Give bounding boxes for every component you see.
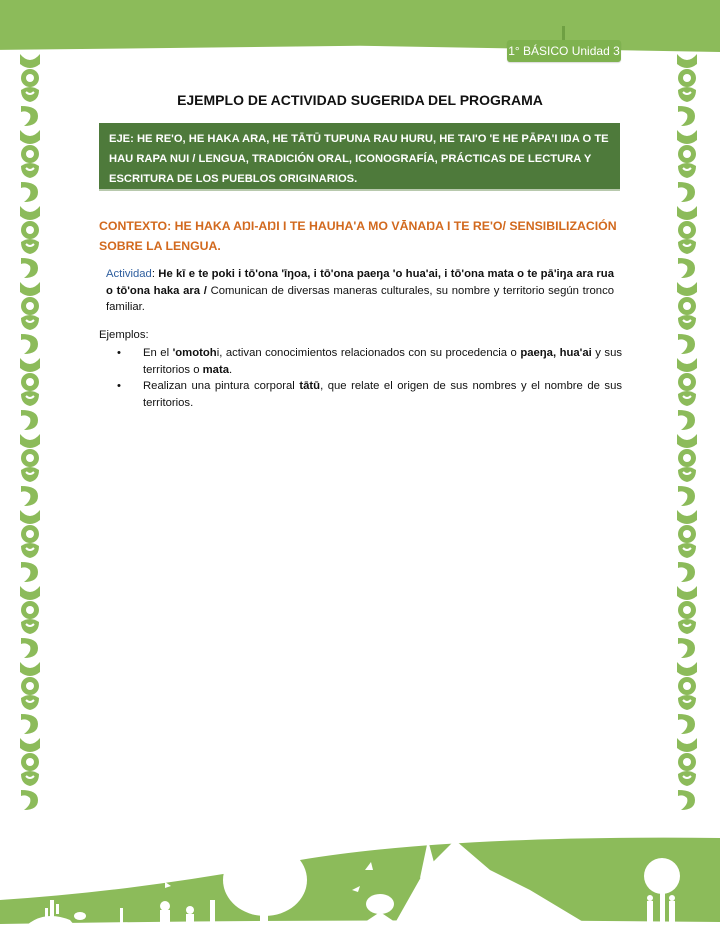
examples-list [117, 345, 622, 411]
bullet-icon: • [117, 380, 121, 392]
page-title: EJEMPLO DE ACTIVIDAD SUGERIDA DEL PROGRAMA [177, 92, 543, 108]
unit-label-tab: 1° BÁSICO Unidad 3 [507, 40, 621, 62]
ornament-border-right-icon [675, 52, 699, 812]
context-heading: CONTEXTO: HE HAKA AŊI-AŊI I TE HAUHA'A MO VĀNAŊA I TE RE'O/ SENSIBILIZACIÓN SOBRE LA LENGUA. [99, 219, 617, 253]
activity-slash: / [200, 284, 211, 297]
example-term: paeŋa, hua'ai [520, 347, 592, 359]
example-text: i, activan conocimientos relacionados con su procedencia o [216, 347, 521, 359]
example-text: . [229, 363, 233, 376]
activity-separator: : [151, 268, 159, 280]
example-term: 'omotoh [172, 347, 217, 359]
footer-landscape-icon [0, 800, 720, 932]
example-text: Realizan una pintura corporal [143, 380, 300, 392]
axis-text: EJE: HE RE'O, HE HAKA ARA, HE TĀTŪ TUPUNA RAU HURU, HE TAI'O 'E HE PĀPA'I IŊA O TE HAU RAPA NUI / LENGUA, TRADICIÓN ORAL, ICONOGRAFÍA, PRÁCTICAS DE LECTURA Y ESCRITURA DE LOS PUEBLOS ORIGINARIOS. [109, 133, 609, 185]
bullet-icon: • [117, 347, 121, 359]
example-item [117, 378, 622, 411]
activity-paragraph [106, 266, 614, 316]
axis-box [99, 123, 620, 191]
activity-label: Actividad [106, 268, 152, 280]
example-text: En el [143, 347, 173, 359]
activity-rapanui-text: He kī e te poki i tō'ona 'īŋoa, i tō'ona paeŋa 'o hua'ai, i tō'ona mata o te pā'iŋa ara rua o tō'ona haka ara [106, 268, 614, 297]
example-text: , que relate el origen de sus nombres y el nombre de sus territorios. [143, 380, 623, 409]
example-text: y sus territorios o [143, 347, 623, 376]
ornament-border-left-icon [18, 52, 42, 812]
example-term: tātū [299, 380, 321, 392]
example-item [117, 345, 622, 378]
examples-title: Ejemplos: [99, 329, 149, 341]
example-term: mata [202, 363, 230, 376]
activity-description: Comunican de diversas maneras culturales, su nombre y territorio según tronco familiar. [106, 284, 615, 313]
